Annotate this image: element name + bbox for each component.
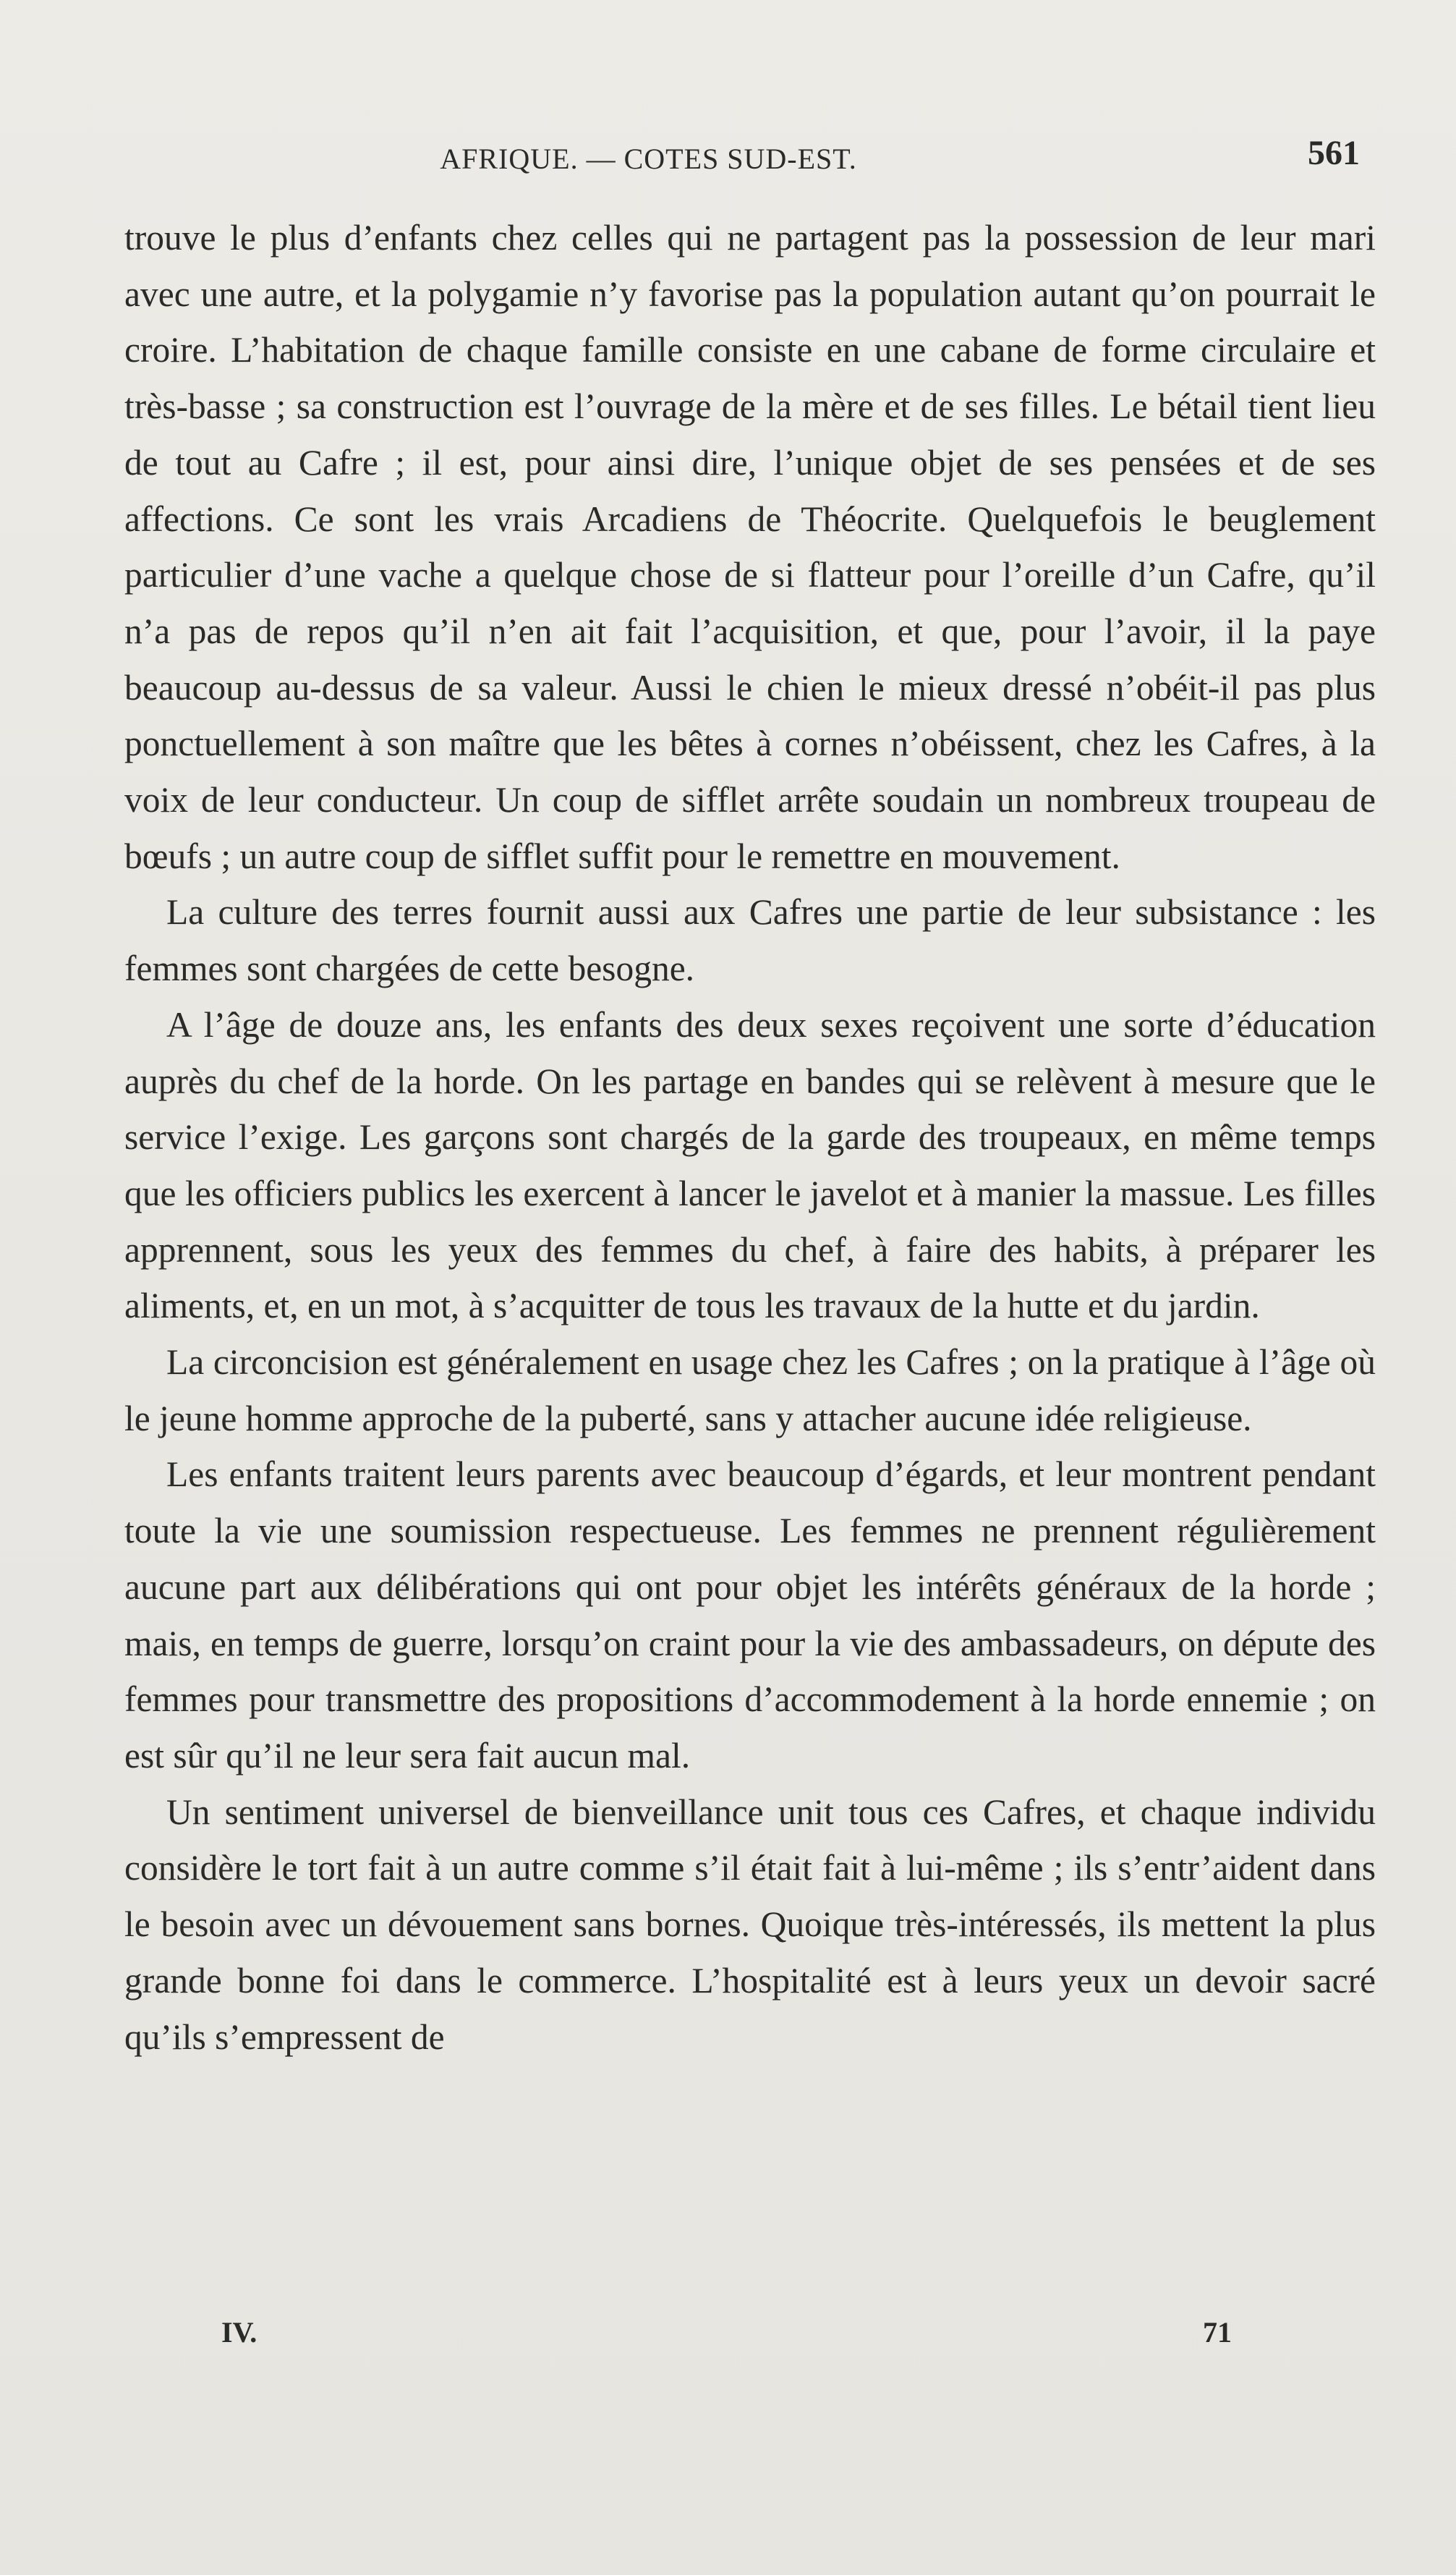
page-number: 561 bbox=[1308, 134, 1360, 172]
paragraph-3: A l’âge de douze ans, les enfants des deux sexes reçoivent une sorte d’éducation auprès du chef de la horde. On les partage en bandes qui se relèvent à mesure que le service l’exige. Les garçons sont chargés de la garde des troupeaux, en même temps que les officiers publics les exercent à lancer le javelot et à manier la massue. Les filles apprennent, sous les yeux des femmes du chef, à faire des habits, à préparer les aliments, et, en un mot, à s’acquitter de tous les travaux de la hutte et du jardin. bbox=[124, 1004, 1376, 1326]
body-text bbox=[124, 210, 1376, 2065]
running-header-title: AFRIQUE. — COTES SUD-EST. bbox=[440, 143, 857, 175]
paragraph-5: Les enfants traitent leurs parents avec beaucoup d’égards, et leur montrent pendant toute la vie une soumission respectueuse. Les femmes ne prennent régulièrement aucune part aux délibérations qui ont pour objet les intérêts généraux de la horde ; mais, en temps de guerre, lorsqu’on craint pour la vie des ambassadeurs, on députe des femmes pour transmettre des propositions d’accommodement à la horde ennemie ; on est sûr qu’il ne leur sera fait aucun mal. bbox=[124, 1454, 1376, 1776]
footer-volume-signature: IV. bbox=[221, 2316, 257, 2349]
paragraph-1: trouve le plus d’enfants chez celles qui ne partagent pas la possession de leur mari avec une autre, et la polygamie n’y favorise pas la population autant qu’on pourrait le croire. L’habitation de chaque famille consiste en une cabane de forme circulaire et très-basse ; sa construction est l’ouvrage de la mère et de ses filles. Le bétail tient lieu de tout au Cafre ; il est, pour ainsi dire, l’unique objet de ses pensées et de ses affections. Ce sont les vrais Arcadiens de Théocrite. Quelquefois le beuglement particulier d’une vache a quelque chose de si flatteur pour l’oreille d’un Cafre, qu’il n’a pas de repos qu’il n’en ait fait l’acquisition, et que, pour l’avoir, il la paye beaucoup au-dessus de sa valeur. Aussi le chien le mieux dressé n’obéit-il pas plus ponctuellement à son maître que les bêtes à cornes n’obéissent, chez les Cafres, à la voix de leur conducteur. Un coup de sifflet arrête soudain un nombreux troupeau de bœufs ; un autre coup de sifflet suffit pour le remettre en mouvement. bbox=[124, 218, 1376, 876]
paragraph-4: La circoncision est généralement en usage chez les Cafres ; on la pratique à l’âge où le jeune homme approche de la puberté, sans y attacher aucune idée religieuse. bbox=[124, 1342, 1376, 1438]
footer-sheet-number: 71 bbox=[1203, 2316, 1232, 2349]
paragraph-6: Un sentiment universel de bienveillance unit tous ces Cafres, et chaque individu considère le tort fait à un autre comme s’il était fait à lui-même ; ils s’entr’aident dans le besoin avec un dévouement sans bornes. Quoique très-intéressés, ils mettent la plus grande bonne foi dans le commerce. L’hospitalité est à leurs yeux un devoir sacré qu’ils s’empressent de bbox=[124, 1791, 1376, 2057]
paragraph-2: La culture des terres fournit aussi aux Cafres une partie de leur subsistance : les femmes sont chargées de cette besogne. bbox=[124, 892, 1376, 989]
